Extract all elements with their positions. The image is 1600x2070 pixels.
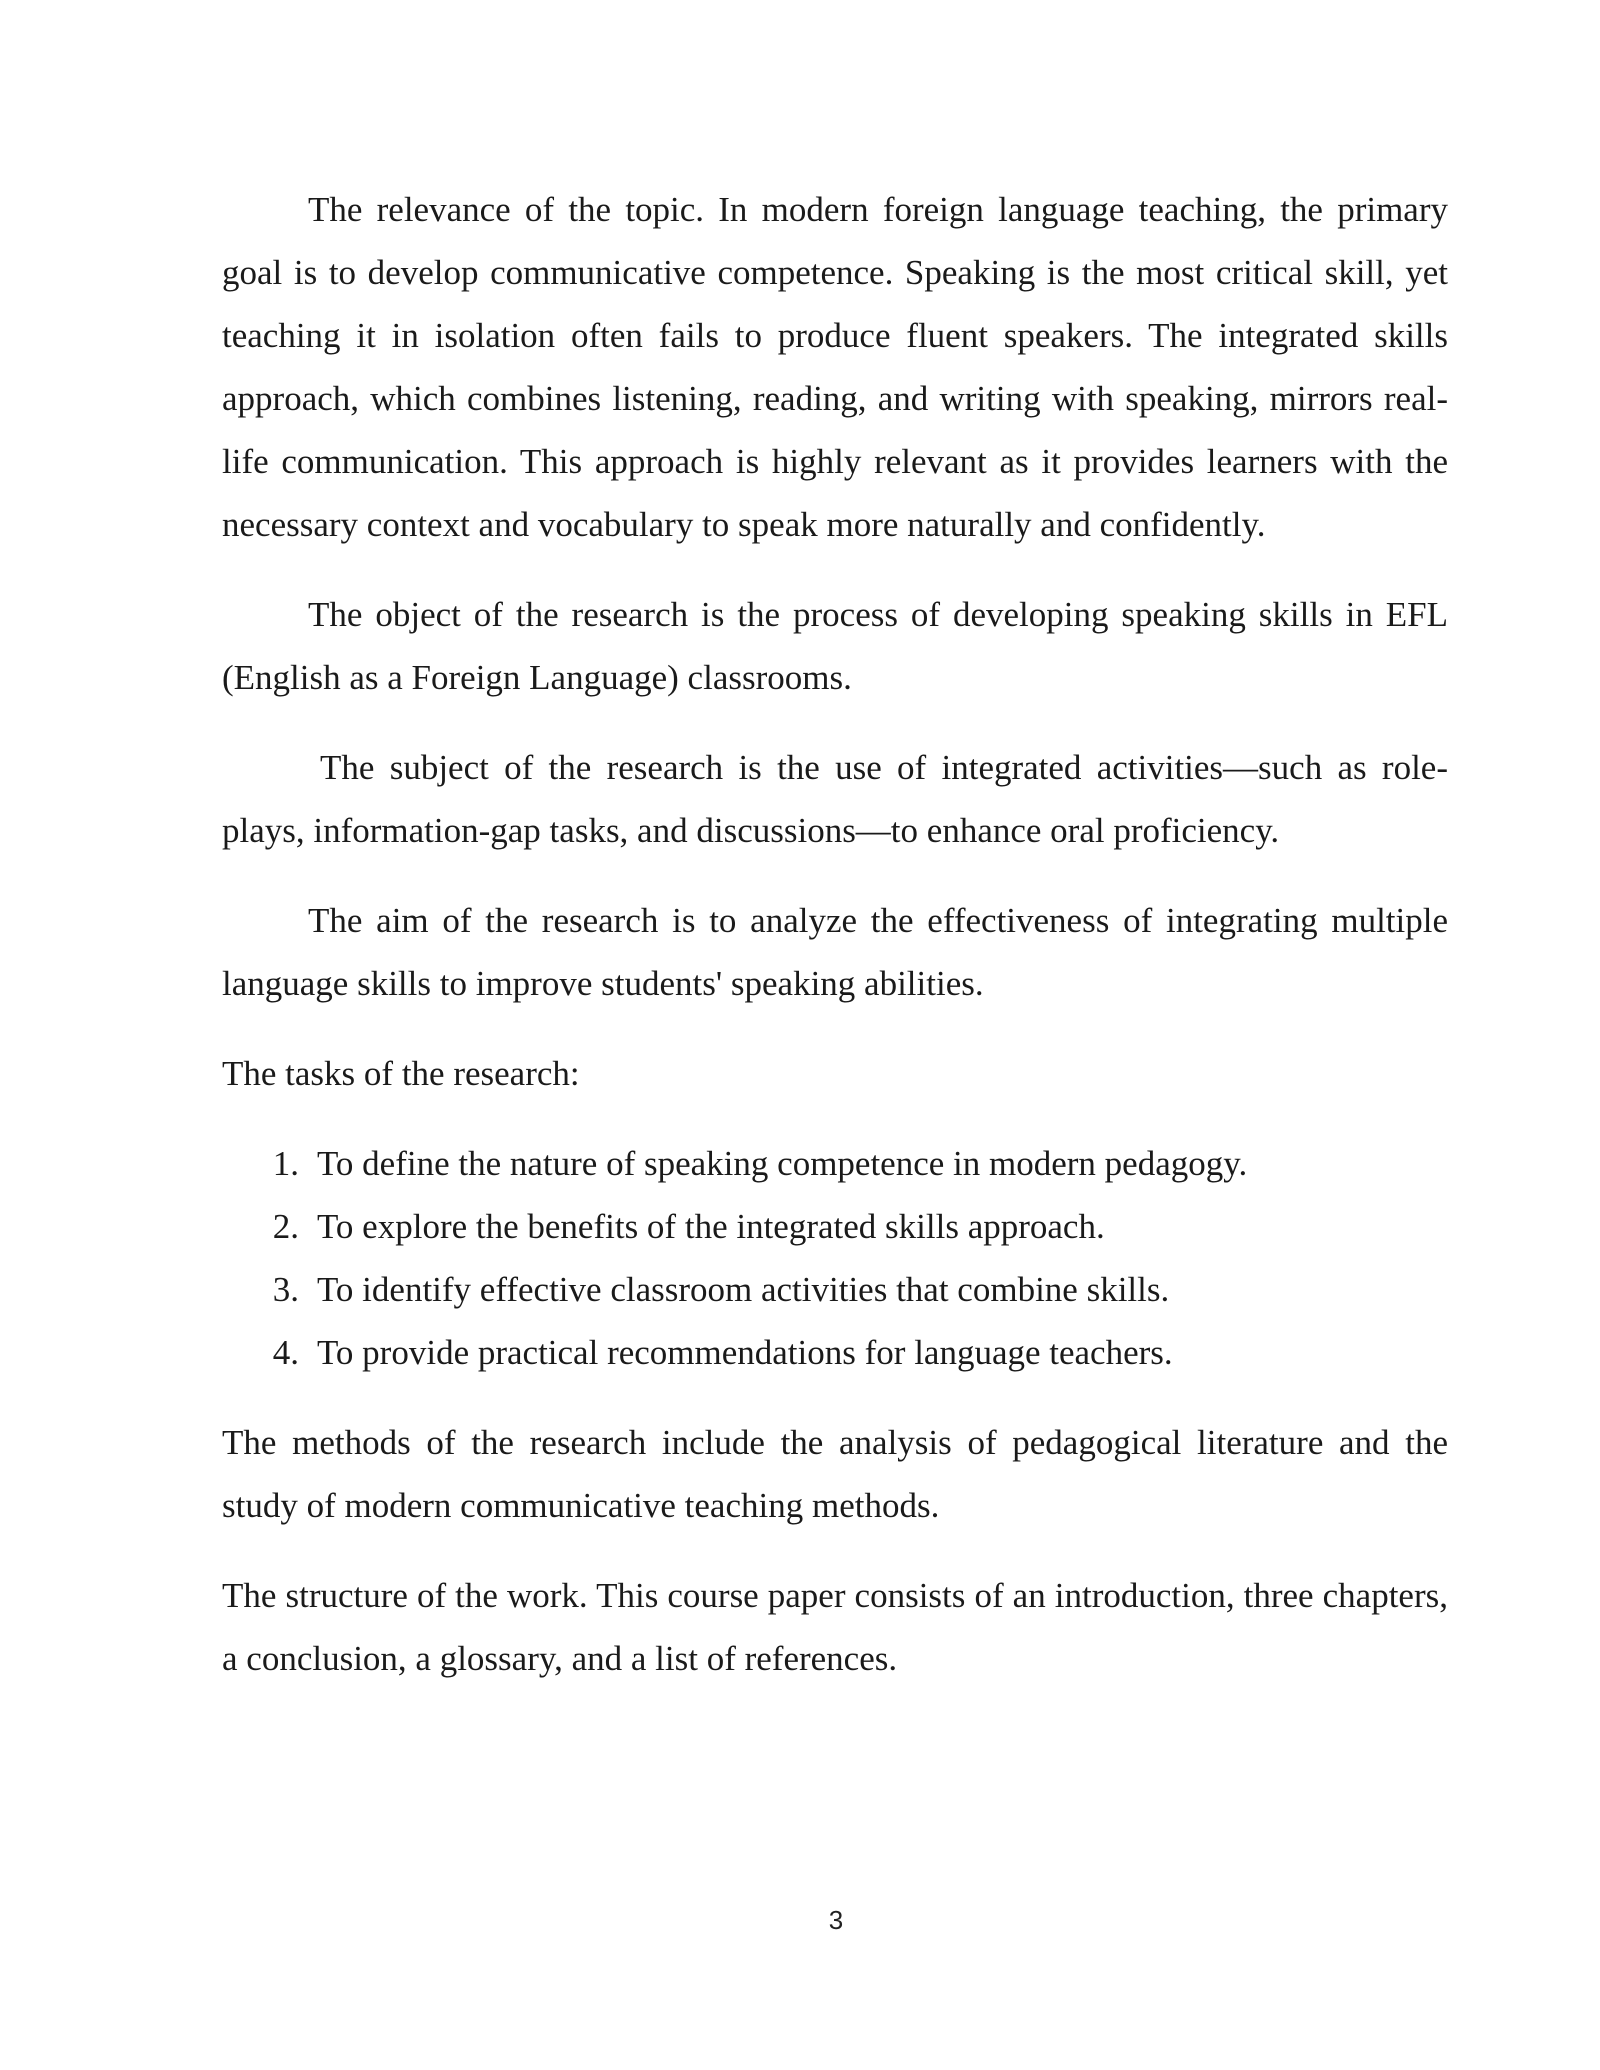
paragraph-structure: The structure of the work. This course paper consists of an introduction, three chapters, a conclusion, a glossary, and a list of references.	[222, 1576, 1448, 1678]
spacer	[222, 1105, 1448, 1132]
spacer	[222, 1015, 1448, 1042]
spacer	[222, 1537, 1448, 1564]
spacer	[222, 862, 1448, 889]
page-number: 3	[828, 1905, 844, 1935]
tasks-list	[222, 1132, 1448, 1384]
spacer	[222, 556, 1448, 583]
list-item-number: 3.	[272, 1270, 299, 1309]
paragraph-aim: The aim of the research is to analyze the effectiveness of integrating multiple language skills to improve students' speaking abilities.	[222, 901, 1448, 1003]
list-item-number: 2.	[272, 1207, 299, 1246]
list-item-text: To identify effective classroom activities that combine skills.	[317, 1270, 1170, 1309]
list-item	[222, 1132, 1448, 1195]
list-item	[222, 1321, 1448, 1384]
list-item-number: 4.	[272, 1333, 299, 1372]
paragraph-methods: The methods of the research include the analysis of pedagogical literature and the study of modern communicative teaching methods.	[222, 1423, 1448, 1525]
list-item-text: To define the nature of speaking competence in modern pedagogy.	[317, 1144, 1248, 1183]
paragraph-relevance: The relevance of the topic. In modern foreign language teaching, the primary goal is to develop communicative competence. Speaking is the most critical skill, yet teaching it in isolation often fails to produce fluent speakers. The integrated skills approach, which combines listening, reading, and writing with speaking, mirrors real-life communication. This approach is highly relevant as it provides learners with the necessary context and vocabulary to speak more naturally and confidently.	[222, 190, 1448, 544]
document-page	[222, 178, 1448, 1690]
list-item	[222, 1195, 1448, 1258]
list-item	[222, 1258, 1448, 1321]
list-item-text: To explore the benefits of the integrated skills approach.	[317, 1207, 1105, 1246]
paragraph-object: The object of the research is the process of developing speaking skills in EFL (English as a Foreign Language) classrooms.	[222, 595, 1448, 697]
list-item-text: To provide practical recommendations for language teachers.	[317, 1333, 1173, 1372]
paragraph-subject: The subject of the research is the use of integrated activities—such as role-plays, information-gap tasks, and discussions—to enhance oral proficiency.	[222, 748, 1448, 850]
spacer	[222, 1384, 1448, 1411]
spacer	[222, 709, 1448, 736]
tasks-heading: The tasks of the research:	[222, 1054, 580, 1093]
list-item-number: 1.	[272, 1144, 299, 1183]
